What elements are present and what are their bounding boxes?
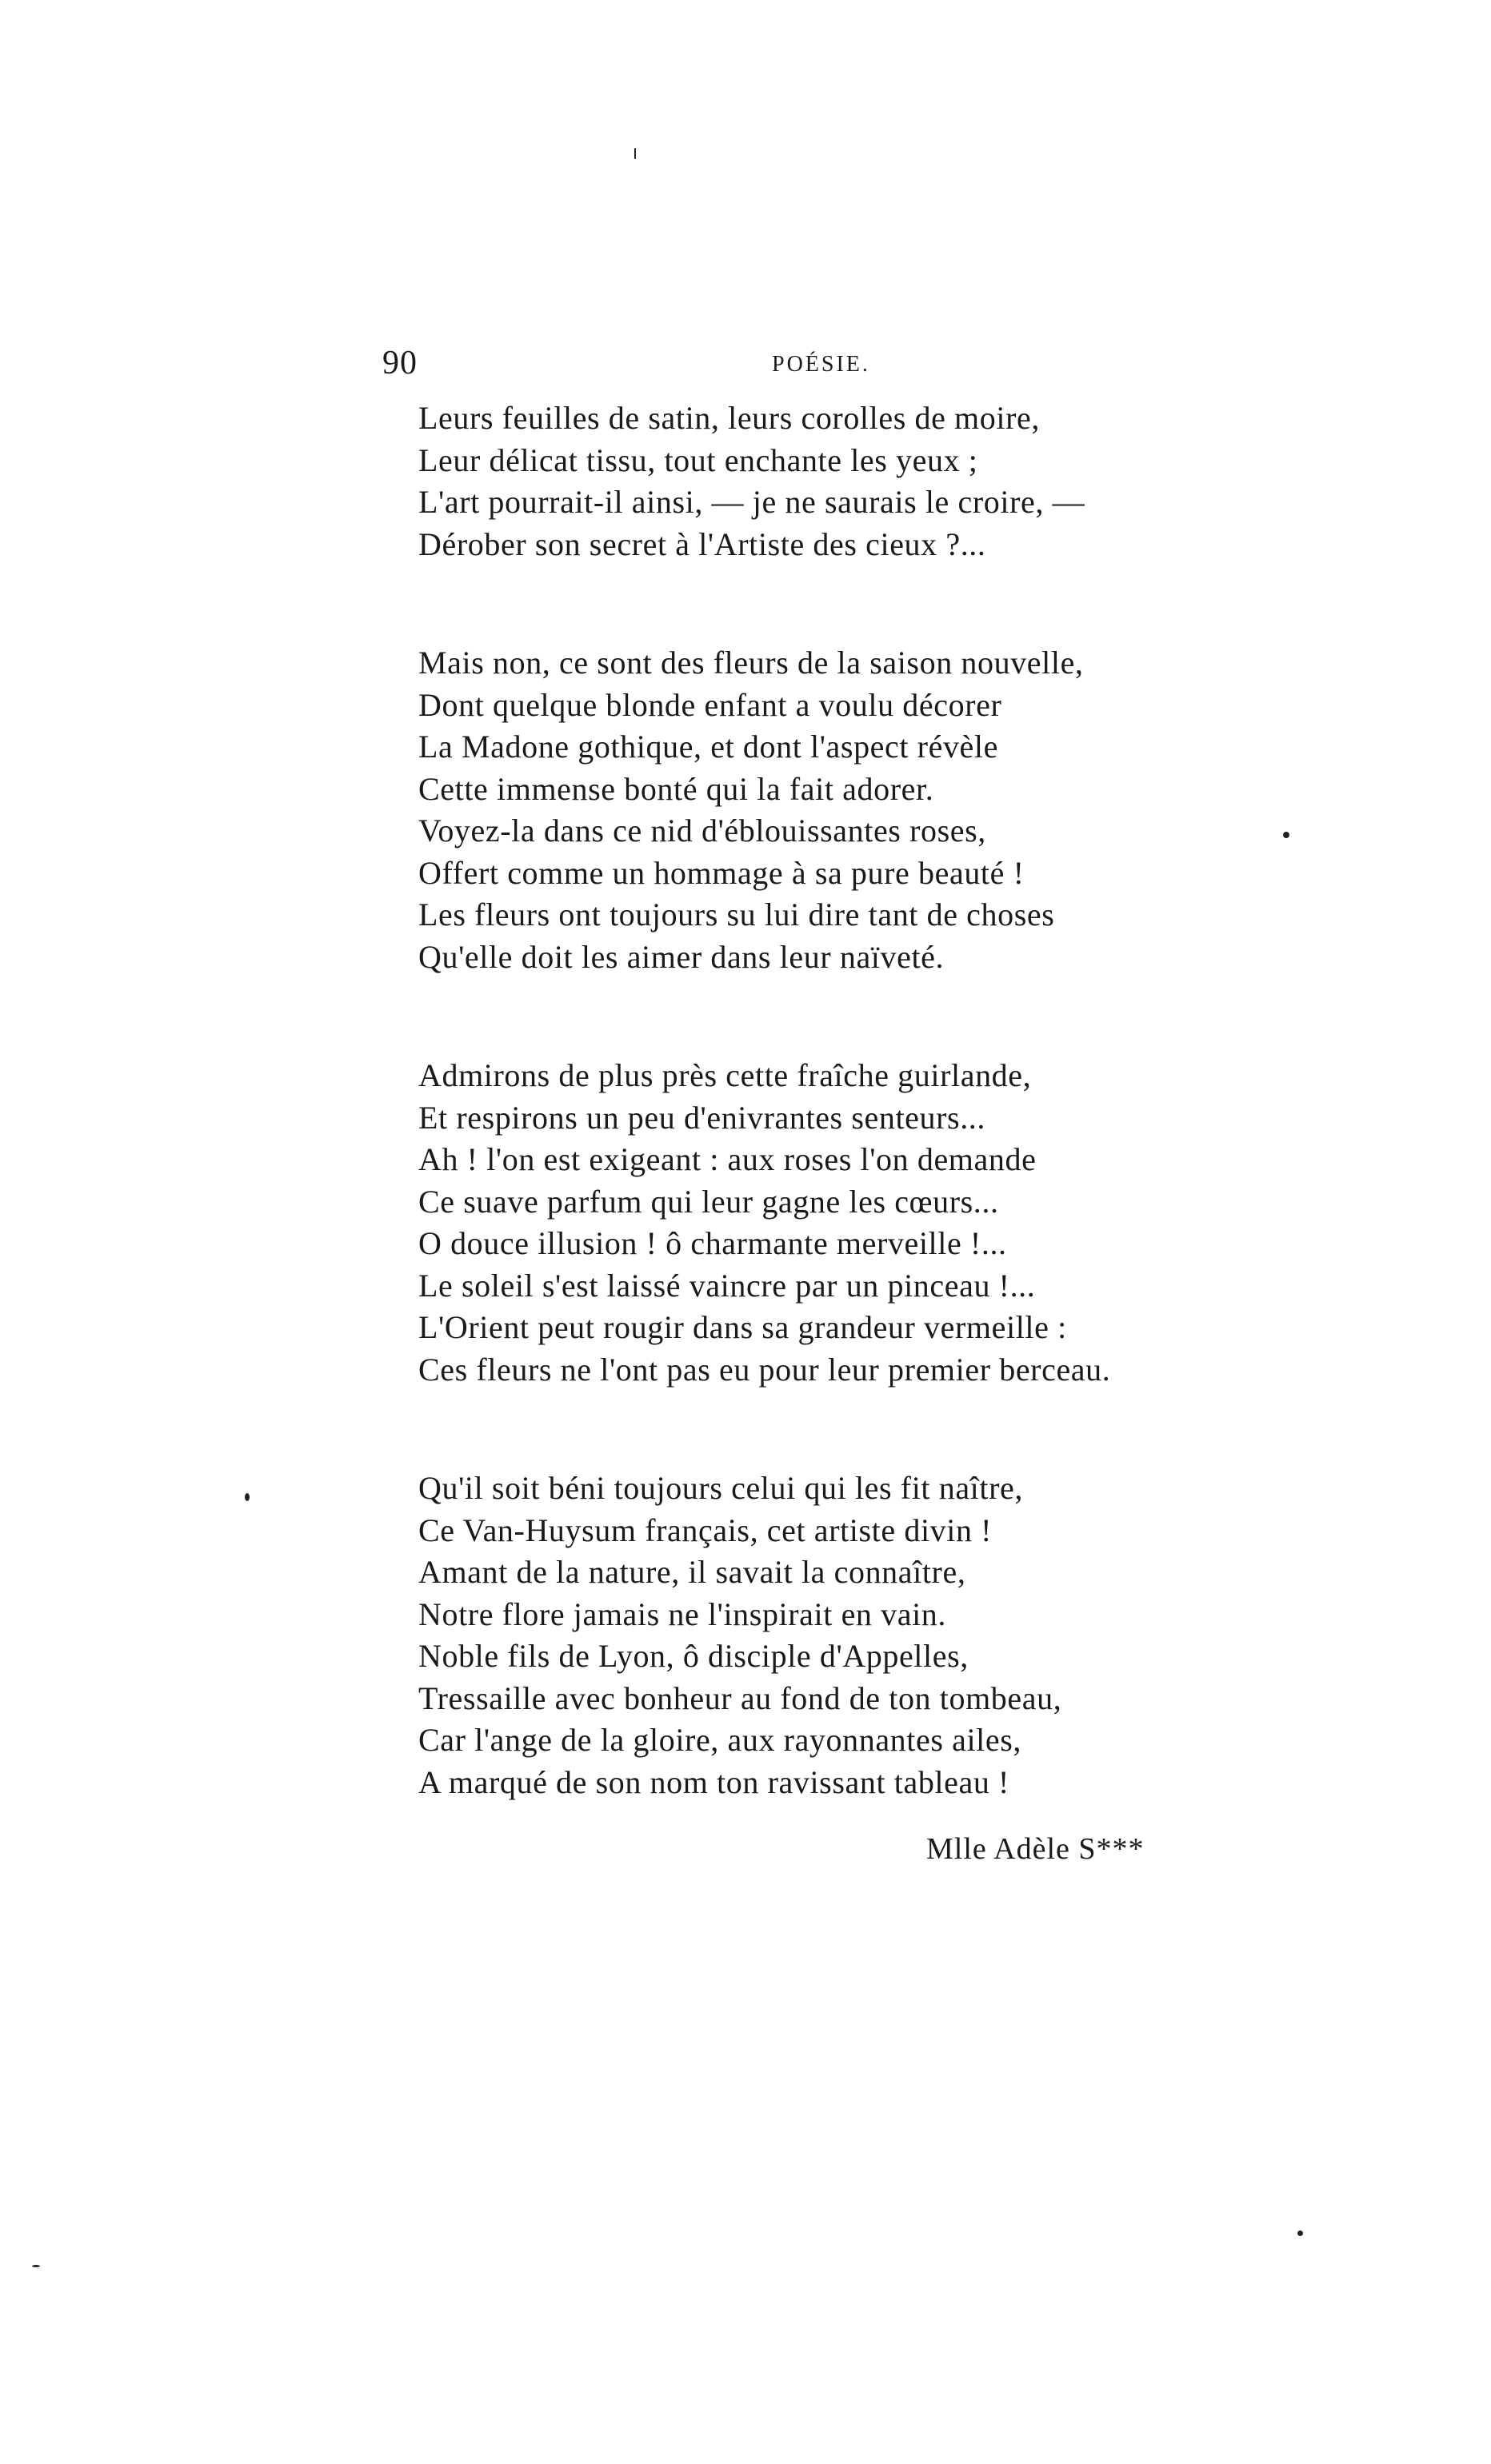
verse-line: Le soleil s'est laissé vaincre par un pinceau !... bbox=[418, 1267, 1036, 1304]
verse-line: Qu'elle doit les aimer dans leur naïveté. bbox=[418, 938, 945, 975]
verse-line: Car l'ange de la gloire, aux rayonnantes ailes, bbox=[418, 1722, 1022, 1758]
running-head: POÉSIE. bbox=[772, 352, 870, 377]
verse-line: La Madone gothique, et dont l'aspect révèle bbox=[418, 729, 998, 765]
verse-line: Noble fils de Lyon, ô disciple d'Appelles, bbox=[418, 1638, 969, 1674]
print-speck bbox=[1297, 2230, 1303, 2236]
verse-line: L'art pourrait-il ainsi, — je ne saurais le croire, — bbox=[418, 484, 1085, 520]
print-speck bbox=[1283, 832, 1289, 838]
verse-line: Les fleurs ont toujours su lui dire tant de choses bbox=[418, 897, 1055, 932]
verse-line: Admirons de plus près cette fraîche guirlande, bbox=[418, 1057, 1032, 1093]
verse-line: A marqué de son nom ton ravissant tableau ! bbox=[418, 1763, 1009, 1800]
author-signature: Mlle Adèle S*** bbox=[926, 1832, 1145, 1866]
stanza-3 bbox=[418, 1055, 1250, 1391]
verse-line: O douce illusion ! ô charmante merveille !... bbox=[418, 1225, 1007, 1261]
verse-line: Notre flore jamais ne l'inspirait en vain. bbox=[418, 1595, 946, 1632]
verse-line: Et respirons un peu d'enivrantes senteurs... bbox=[418, 1099, 985, 1136]
verse-line: Tressaille avec bonheur au fond de ton tombeau, bbox=[418, 1679, 1062, 1716]
print-speck bbox=[32, 2265, 40, 2267]
verse-line: Leur délicat tissu, tout enchante les yeux ; bbox=[418, 441, 978, 478]
stanza-4 bbox=[418, 1468, 1250, 1803]
verse-line: Dont quelque blonde enfant a voulu décorer bbox=[418, 686, 1002, 723]
verse-line: Voyez-la dans ce nid d'éblouissantes roses, bbox=[418, 813, 986, 849]
stanza-1 bbox=[418, 397, 1250, 565]
verse-line: Amant de la nature, il savait la connaître, bbox=[418, 1554, 966, 1590]
verse-line: Dérober son secret à l'Artiste des cieux ?... bbox=[418, 525, 986, 562]
verse-line: Mais non, ce sont des fleurs de la saison nouvelle, bbox=[418, 645, 1084, 681]
verse-line: Cette immense bonté qui la fait adorer. bbox=[418, 770, 934, 807]
verse-line: Ces fleurs ne l'ont pas eu pour leur premier berceau. bbox=[418, 1351, 1111, 1388]
verse-line: Ce suave parfum qui leur gagne les cœurs... bbox=[418, 1183, 999, 1220]
verse-line: Ce Van-Huysum français, cet artiste divin ! bbox=[418, 1512, 993, 1548]
page-number: 90 bbox=[382, 345, 418, 381]
verse-line: Leurs feuilles de satin, leurs corolles de moire, bbox=[418, 400, 1040, 436]
verse-line: Offert comme un hommage à sa pure beauté ! bbox=[418, 854, 1025, 891]
print-speck bbox=[245, 1493, 250, 1501]
poem bbox=[418, 397, 1250, 1880]
verse-line: Qu'il soit béni toujours celui qui les fit naître, bbox=[418, 1470, 1023, 1506]
stanza-2 bbox=[418, 642, 1250, 978]
verse-line: L'Orient peut rougir dans sa grandeur vermeille : bbox=[418, 1309, 1067, 1345]
print-speck bbox=[634, 148, 636, 159]
verse-line: Ah ! l'on est exigeant : aux roses l'on demande bbox=[418, 1141, 1037, 1177]
